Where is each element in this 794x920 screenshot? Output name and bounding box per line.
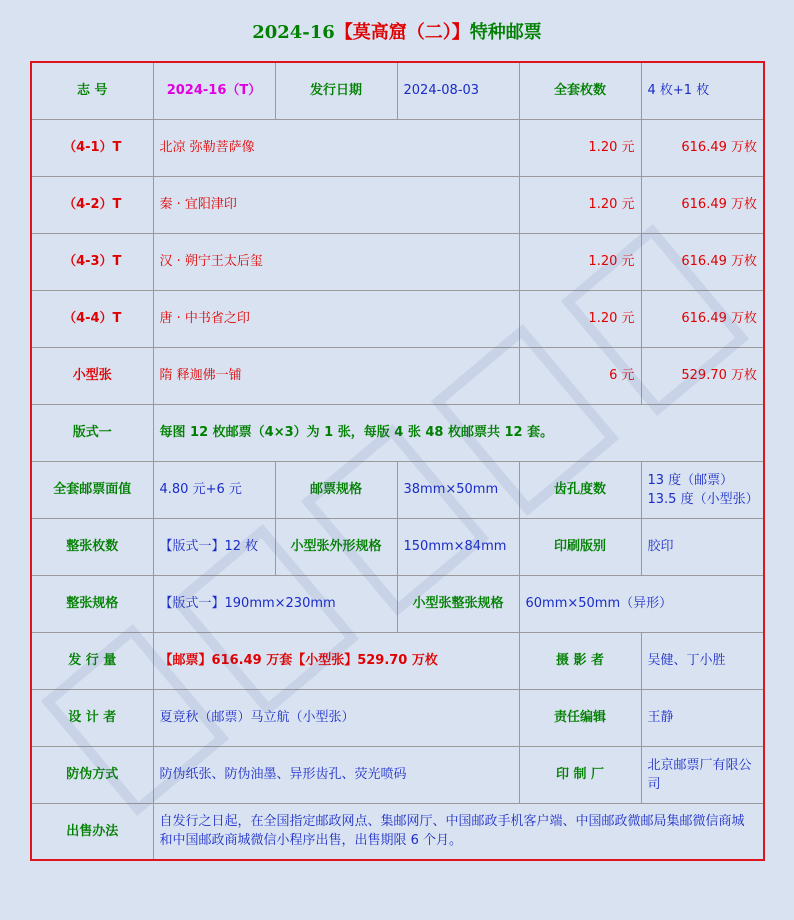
printer: 北京邮票厂有限公司 <box>641 746 764 803</box>
stamp-qty: 616.49 万枚 <box>641 119 764 176</box>
face-total: 4.80 元+6 元 <box>153 461 275 518</box>
label-date: 发行日期 <box>275 62 397 119</box>
label-printer: 印 制 厂 <box>519 746 641 803</box>
stamp-face: 1.20 元 <box>519 119 641 176</box>
label-count: 全套枚数 <box>519 62 641 119</box>
stamp-name: 秦 · 宜阳津印 <box>153 176 519 233</box>
print-method: 胶印 <box>641 518 764 575</box>
anti-counterfeit: 防伪纸张、防伪油墨、异形齿孔、荧光喷码 <box>153 746 519 803</box>
stamp-code: （4-1）T <box>31 119 153 176</box>
stamp-qty: 616.49 万枚 <box>641 176 764 233</box>
stamp-name: 汉 · 朔宁王太后玺 <box>153 233 519 290</box>
stamp-face: 1.20 元 <box>519 290 641 347</box>
label-issue-qty: 发 行 量 <box>31 632 153 689</box>
stamp-face: 1.20 元 <box>519 233 641 290</box>
label-ss-sheet-size: 小型张整张规格 <box>397 575 519 632</box>
spec-row <box>31 632 764 689</box>
stamp-face: 6 元 <box>519 347 641 404</box>
stamp-qty: 616.49 万枚 <box>641 233 764 290</box>
spec-row <box>31 746 764 803</box>
stamp-row <box>31 176 764 233</box>
label-sale-method: 出售办法 <box>31 803 153 860</box>
label-sheet-count: 整张枚数 <box>31 518 153 575</box>
spec-row <box>31 518 764 575</box>
designer: 夏竟秋（邮票）马立航（小型张） <box>153 689 519 746</box>
set-count: 4 枚+1 枚 <box>641 62 764 119</box>
sheet-size: 【版式一】190mm×230mm <box>153 575 397 632</box>
stamp-size: 38mm×50mm <box>397 461 519 518</box>
editor: 王静 <box>641 689 764 746</box>
label-designer: 设 计 者 <box>31 689 153 746</box>
label-stamp-size: 邮票规格 <box>275 461 397 518</box>
stamp-face: 1.20 元 <box>519 176 641 233</box>
stamp-code: （4-3）T <box>31 233 153 290</box>
spec-row <box>31 689 764 746</box>
stamp-code: 小型张 <box>31 347 153 404</box>
perforation: 13 度（邮票）13.5 度（小型张） <box>641 461 764 518</box>
label-ss-size: 小型张外形规格 <box>275 518 397 575</box>
label-perforation: 齿孔度数 <box>519 461 641 518</box>
label-face-total: 全套邮票面值 <box>31 461 153 518</box>
stamp-name: 隋 释迦佛一铺 <box>153 347 519 404</box>
stamp-row <box>31 233 764 290</box>
sale-method: 自发行之日起，在全国指定邮政网点、集邮网厅、中国邮政手机客户端、中国邮政微邮局集邮微信商城和中国邮政商城微信小程序出售，出售期限 6 个月。 <box>153 803 764 860</box>
souvenir-sheet-row <box>31 347 764 404</box>
spec-row <box>31 461 764 518</box>
stamp-name: 唐 · 中书省之印 <box>153 290 519 347</box>
ss-sheet-size: 60mm×50mm（异形） <box>519 575 764 632</box>
stamp-qty: 616.49 万枚 <box>641 290 764 347</box>
stamp-name: 北凉 弥勒菩萨像 <box>153 119 519 176</box>
stamp-row <box>31 119 764 176</box>
title-code: 2024-16 <box>252 22 335 43</box>
stamp-info-table <box>30 61 765 861</box>
label-photographer: 摄 影 者 <box>519 632 641 689</box>
label-anti-counterfeit: 防伪方式 <box>31 746 153 803</box>
stamp-row <box>31 290 764 347</box>
spec-row <box>31 803 764 860</box>
header-row <box>31 62 764 119</box>
label-print-method: 印刷版别 <box>519 518 641 575</box>
title-name: 【莫高窟（二）】 <box>334 22 470 43</box>
label-format: 版式一 <box>31 404 153 461</box>
issue-qty: 【邮票】616.49 万套【小型张】529.70 万枚 <box>153 632 519 689</box>
photographer: 吴健、丁小胜 <box>641 632 764 689</box>
stamp-qty: 529.70 万枚 <box>641 347 764 404</box>
issue-date: 2024-08-03 <box>397 62 519 119</box>
spec-row <box>31 575 764 632</box>
label-editor: 责任编辑 <box>519 689 641 746</box>
sheet-count: 【版式一】12 枚 <box>153 518 275 575</box>
stamp-code: （4-4）T <box>31 290 153 347</box>
ss-size: 150mm×84mm <box>397 518 519 575</box>
page-title <box>0 18 794 44</box>
label-sheet-size: 整张规格 <box>31 575 153 632</box>
format-value: 每图 12 枚邮票（4×3）为 1 张，每版 4 张 48 枚邮票共 12 套。 <box>153 404 764 461</box>
stamp-code: （4-2）T <box>31 176 153 233</box>
label-id: 志 号 <box>31 62 153 119</box>
title-kind: 特种邮票 <box>469 22 542 43</box>
stamp-id: 2024-16（T） <box>153 62 275 119</box>
format-row <box>31 404 764 461</box>
